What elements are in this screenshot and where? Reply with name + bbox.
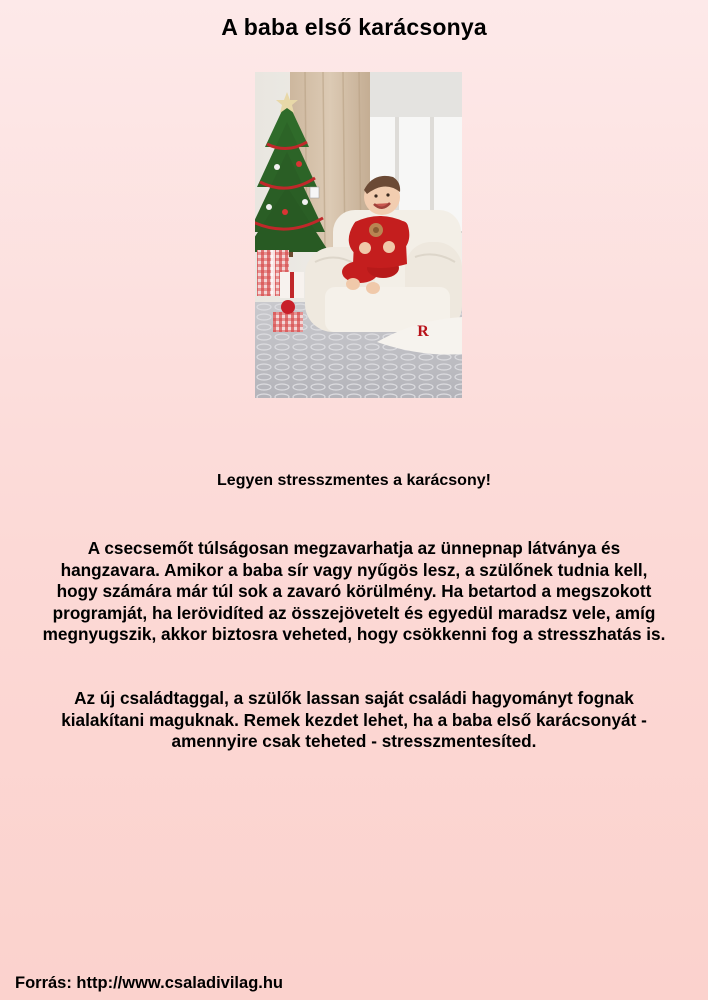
- monogram-letter: R: [417, 323, 429, 340]
- paragraph-stress: A csecsemőt túlságosan megzavarhatja az ünnepnap látványa és hangzavara. Amikor a baba sír vagy nyűgös lesz, a szülőnek tudnia kell, hogy számára már túl sok a zavaró körülmény. Ha betartod a megszokott programját, ha lerövidíted az összejövetelt és egyedül maradsz vele, amíg megnyugszik, akkor biztosra veheted, hogy csökkenni fog a stresszhatás is.: [42, 538, 666, 644]
- section-heading: Legyen stresszmentes a karácsony!: [217, 472, 491, 489]
- christmas-baby-photo: [255, 72, 462, 398]
- source-credit: Forrás: http://www.csaladivilag.hu: [15, 974, 284, 992]
- page-title: A baba első karácsonya: [221, 14, 487, 40]
- paragraph-tradition: Az új családtaggal, a szülők lassan saját családi hagyományt fognak kialakítani maguknak. Remek kezdet lehet, ha a baba első karácsonyát - amennyire csak teheted - stresszmentesíted.: [61, 688, 647, 751]
